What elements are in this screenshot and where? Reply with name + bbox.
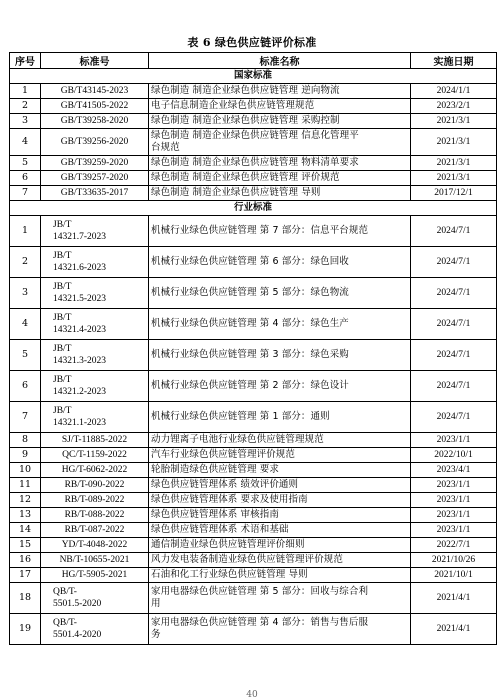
table-row <box>10 493 497 508</box>
table-row <box>10 614 497 645</box>
cell-date: 2023/1/1 <box>411 478 497 493</box>
cell-code: GB/T39259-2020 <box>41 156 149 171</box>
cell-date: 2017/12/1 <box>411 186 497 201</box>
table-row <box>10 371 497 402</box>
cell-code-line-2: 14321.5-2023 <box>53 294 107 304</box>
cell-date: 2021/10/26 <box>411 553 497 568</box>
cell-code-line-1: JB/T <box>53 282 72 292</box>
table-row <box>10 448 497 463</box>
table-body <box>10 69 497 645</box>
cell-no: 10 <box>10 463 41 478</box>
cell-no: 4 <box>10 129 41 156</box>
cell-name: 绿色供应链管理体系 术语和基础 <box>149 523 411 538</box>
cell-date: 2021/3/1 <box>411 171 497 186</box>
cell-code-line-2: 5501.4-2020 <box>53 630 102 640</box>
header-row <box>10 53 497 69</box>
cell-date: 2024/7/1 <box>411 402 497 433</box>
cell-code: RB/T-090-2022 <box>41 478 149 493</box>
cell-code: HG/T-6062-2022 <box>41 463 149 478</box>
table-row <box>10 129 497 156</box>
cell-code: YD/T-4048-2022 <box>41 538 149 553</box>
section-national: 国家标准 <box>10 69 497 84</box>
cell-code <box>41 309 149 340</box>
cell-code-line-2: 14321.3-2023 <box>53 356 107 366</box>
table-row <box>10 508 497 523</box>
cell-no: 18 <box>10 583 41 614</box>
cell-no: 2 <box>10 247 41 278</box>
cell-name: 绿色制造 制造企业绿色供应链管理 逆向物流 <box>149 84 411 99</box>
cell-date: 2024/7/1 <box>411 247 497 278</box>
cell-name: 机械行业绿色供应链管理 第 3 部分：绿色采购 <box>149 340 411 371</box>
cell-code <box>41 614 149 645</box>
cell-name <box>149 129 411 156</box>
cell-code-line-2: 14321.2-2023 <box>53 387 107 397</box>
cell-code <box>41 340 149 371</box>
cell-name <box>149 614 411 645</box>
cell-name: 石油和化工行业绿色供应链管理 导则 <box>149 568 411 583</box>
cell-no: 3 <box>10 114 41 129</box>
cell-code: NB/T-10655-2021 <box>41 553 149 568</box>
table-row <box>10 478 497 493</box>
cell-date: 2024/7/1 <box>411 340 497 371</box>
cell-code-line-1: JB/T <box>53 313 72 323</box>
cell-name: 机械行业绿色供应链管理 第 6 部分：绿色回收 <box>149 247 411 278</box>
cell-no: 11 <box>10 478 41 493</box>
table-row <box>10 340 497 371</box>
cell-code-line-2: 14321.6-2023 <box>53 263 107 273</box>
cell-date: 2024/7/1 <box>411 278 497 309</box>
cell-name: 机械行业绿色供应链管理 第 7 部分：信息平台规范 <box>149 216 411 247</box>
section-row-industry <box>10 201 497 216</box>
cell-date: 2024/7/1 <box>411 216 497 247</box>
header-date: 实施日期 <box>411 53 497 69</box>
cell-no: 5 <box>10 156 41 171</box>
cell-name: 机械行业绿色供应链管理 第 1 部分：通则 <box>149 402 411 433</box>
cell-no: 16 <box>10 553 41 568</box>
cell-name: 绿色制造 制造企业绿色供应链管理 导则 <box>149 186 411 201</box>
cell-date: 2021/3/1 <box>411 114 497 129</box>
cell-code-line-2: 14321.4-2023 <box>53 325 107 335</box>
cell-date: 2021/4/1 <box>411 614 497 645</box>
cell-code <box>41 402 149 433</box>
cell-code: GB/T39258-2020 <box>41 114 149 129</box>
cell-code: GB/T33635-2017 <box>41 186 149 201</box>
cell-no: 19 <box>10 614 41 645</box>
cell-name: 风力发电装备制造业绿色供应链管理评价规范 <box>149 553 411 568</box>
cell-date: 2024/7/1 <box>411 309 497 340</box>
cell-name: 电子信息制造企业绿色供应链管理规范 <box>149 99 411 114</box>
cell-code <box>41 247 149 278</box>
cell-date: 2023/1/1 <box>411 433 497 448</box>
table-row <box>10 402 497 433</box>
table-row <box>10 186 497 201</box>
cell-name: 绿色供应链管理体系 要求及使用指南 <box>149 493 411 508</box>
cell-date: 2024/7/1 <box>411 371 497 402</box>
table-row <box>10 216 497 247</box>
cell-name-line-1: 家用电器绿色供应链管理 第 5 部分：回收与综合利 <box>151 586 369 597</box>
cell-name: 绿色制造 制造企业绿色供应链管理 采购控制 <box>149 114 411 129</box>
header-name: 标准名称 <box>149 53 411 69</box>
table-row <box>10 583 497 614</box>
cell-no: 7 <box>10 186 41 201</box>
cell-code <box>41 371 149 402</box>
cell-code: GB/T41505-2022 <box>41 99 149 114</box>
cell-code: GB/T39257-2020 <box>41 171 149 186</box>
cell-date: 2024/1/1 <box>411 84 497 99</box>
cell-name: 轮胎制造绿色供应链管理 要求 <box>149 463 411 478</box>
cell-code-line-1: JB/T <box>53 251 72 261</box>
cell-no: 1 <box>10 84 41 99</box>
cell-name: 动力锂离子电池行业绿色供应链管理规范 <box>149 433 411 448</box>
table-row <box>10 463 497 478</box>
table-row <box>10 247 497 278</box>
table-row <box>10 309 497 340</box>
cell-no: 9 <box>10 448 41 463</box>
cell-name-line-2: 用 <box>151 598 161 609</box>
cell-date: 2021/4/1 <box>411 583 497 614</box>
cell-no: 1 <box>10 216 41 247</box>
cell-name: 绿色制造 制造企业绿色供应链管理 物料清单要求 <box>149 156 411 171</box>
table-row <box>10 156 497 171</box>
cell-code: RB/T-087-2022 <box>41 523 149 538</box>
table-row <box>10 433 497 448</box>
table-row <box>10 171 497 186</box>
cell-code: QC/T-1159-2022 <box>41 448 149 463</box>
cell-code-line-1: JB/T <box>53 375 72 385</box>
header-no: 序号 <box>10 53 41 69</box>
cell-code-line-2: 14321.1-2023 <box>53 418 107 428</box>
cell-code-line-2: 14321.7-2023 <box>53 232 107 242</box>
standards-table <box>9 52 497 645</box>
cell-code-line-1: JB/T <box>53 406 72 416</box>
cell-name: 通信制造业绿色供应链管理评价细则 <box>149 538 411 553</box>
cell-name: 绿色供应链管理体系 审核指南 <box>149 508 411 523</box>
cell-code-line-1: QB/T- <box>53 618 77 628</box>
cell-no: 6 <box>10 371 41 402</box>
table-row <box>10 568 497 583</box>
cell-no: 17 <box>10 568 41 583</box>
table-row <box>10 99 497 114</box>
cell-no: 15 <box>10 538 41 553</box>
cell-code-line-1: JB/T <box>53 220 72 230</box>
cell-name: 绿色供应链管理体系 绩效评价通则 <box>149 478 411 493</box>
table-row <box>10 114 497 129</box>
cell-no: 2 <box>10 99 41 114</box>
table-row <box>10 278 497 309</box>
cell-code: GB/T43145-2023 <box>41 84 149 99</box>
cell-name-line-2: 台规范 <box>151 142 180 153</box>
cell-code: SJ/T-11885-2022 <box>41 433 149 448</box>
table-caption: 表 6 绿色供应链评价标准 <box>187 36 317 49</box>
cell-code: HG/T-5905-2021 <box>41 568 149 583</box>
cell-code: RB/T-089-2022 <box>41 493 149 508</box>
cell-name: 机械行业绿色供应链管理 第 2 部分：绿色设计 <box>149 371 411 402</box>
cell-no: 5 <box>10 340 41 371</box>
section-row-national <box>10 69 497 84</box>
cell-name <box>149 583 411 614</box>
cell-no: 13 <box>10 508 41 523</box>
cell-date: 2021/3/1 <box>411 156 497 171</box>
cell-name-line-1: 绿色制造 制造企业绿色供应链管理 信息化管理平 <box>151 130 359 141</box>
cell-date: 2021/10/1 <box>411 568 497 583</box>
cell-no: 7 <box>10 402 41 433</box>
table-row <box>10 553 497 568</box>
cell-date: 2023/1/1 <box>411 523 497 538</box>
cell-code: GB/T39256-2020 <box>41 129 149 156</box>
section-industry: 行业标准 <box>10 201 497 216</box>
cell-date: 2021/3/1 <box>411 129 497 156</box>
page-number: 40 <box>246 690 258 700</box>
cell-name-line-2: 务 <box>151 629 161 640</box>
cell-no: 6 <box>10 171 41 186</box>
cell-no: 3 <box>10 278 41 309</box>
cell-code: RB/T-088-2022 <box>41 508 149 523</box>
cell-no: 4 <box>10 309 41 340</box>
cell-date: 2023/4/1 <box>411 463 497 478</box>
table-row <box>10 523 497 538</box>
cell-name-line-1: 家用电器绿色供应链管理 第 4 部分：销售与售后服 <box>151 617 369 628</box>
cell-no: 12 <box>10 493 41 508</box>
cell-code-line-1: JB/T <box>53 344 72 354</box>
table-row <box>10 538 497 553</box>
cell-name: 机械行业绿色供应链管理 第 4 部分：绿色生产 <box>149 309 411 340</box>
cell-code-line-2: 5501.5-2020 <box>53 599 102 609</box>
cell-name: 汽车行业绿色供应链管理评价规范 <box>149 448 411 463</box>
cell-date: 2023/2/1 <box>411 99 497 114</box>
cell-no: 8 <box>10 433 41 448</box>
cell-no: 14 <box>10 523 41 538</box>
table-row <box>10 84 497 99</box>
cell-name: 机械行业绿色供应链管理 第 5 部分：绿色物流 <box>149 278 411 309</box>
cell-code <box>41 583 149 614</box>
cell-code <box>41 216 149 247</box>
cell-name: 绿色制造 制造企业绿色供应链管理 评价规范 <box>149 171 411 186</box>
cell-date: 2022/7/1 <box>411 538 497 553</box>
cell-date: 2023/1/1 <box>411 508 497 523</box>
cell-date: 2022/10/1 <box>411 448 497 463</box>
cell-code-line-1: QB/T- <box>53 587 77 597</box>
cell-code <box>41 278 149 309</box>
header-code: 标准号 <box>41 53 149 69</box>
cell-date: 2023/1/1 <box>411 493 497 508</box>
